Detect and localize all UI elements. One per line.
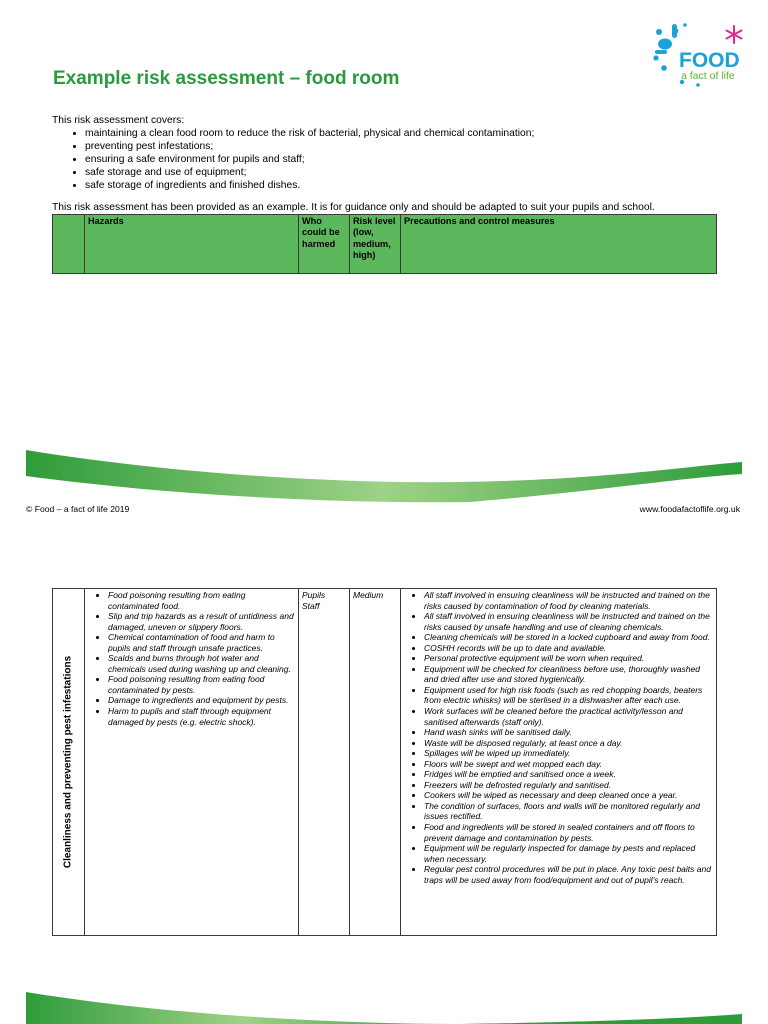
precaution-item: • Equipment used for high risk foods (such as red chopping boards, beaters from electric whisks) will be sterlised in a dishwasher after each use. [424,685,713,706]
coverage-list [52,127,742,192]
precaution-item: • Regular pest control procedures will be put in place. Any toxic pest baits and traps will be used away from food/equipment and out of pupil’s reach. [424,864,713,885]
precaution-item: • Equipment will be regularly inspected for damage by pests and replaced when necessary. [424,843,713,864]
precaution-item: • Hand wash sinks will be sanitised daily. [424,727,713,738]
intro-section [52,114,742,192]
logo-word: FOOD [679,49,740,72]
precaution-item: • The condition of surfaces, floors and walls will be monitored regularly and issues rectified. [424,801,713,822]
precaution-item: • All staff involved in ensuring cleanliness will be instructed and trained on the risks caused by contamination of food by cleaning materials. [424,590,713,611]
coverage-item: • preventing pest infestations; [85,140,742,153]
precaution-item: • Food and ingredients will be stored in sealed containers and off floors to prevent damage and contamination by pests. [424,822,713,843]
intro-lead: This risk assessment covers: [52,115,185,126]
hazard-item: • Food poisoning resulting from eating food contaminated by pests. [108,674,295,695]
coverage-item: • safe storage and use of equipment; [85,166,742,179]
footer-copyright: © Food – a fact of life 2019 [26,504,130,514]
risk-level-cell: Medium [350,589,401,936]
hazard-item: • Damage to ingredients and equipment by pests. [108,695,295,706]
hazard-item: • Food poisoning resulting from eating contaminated food. [108,590,295,611]
precautions-cell [401,589,717,936]
precaution-item: • Work surfaces will be cleaned before the practical activity/lesson and sanitised afterwards (staff only). [424,706,713,727]
precaution-item: • Floors will be swept and wet mopped each day. [424,759,713,770]
precaution-item: • Cookers will be wiped as necessary and deep cleaned once a year. [424,790,713,801]
section-label: Cleanliness and preventing pest infestations [62,655,74,869]
precaution-item: • Waste will be disposed regularly, at least once a day. [424,738,713,749]
risk-table-header [52,214,717,274]
coverage-item: • ensuring a safe environment for pupils and staff; [85,153,742,166]
risk-table-body [52,588,717,936]
precaution-item: • Cleaning chemicals will be stored in a locked cupboard and away from food. [424,632,713,643]
header-precautions: Precautions and control measures [401,215,717,274]
header-who-harmed: Who could be harmed [299,215,350,274]
food-a-fact-of-life-logo [652,22,748,92]
hazards-cell [85,589,299,936]
header-section-cell [53,215,85,274]
precaution-item: • Personal protective equipment will be worn when required. [424,653,713,664]
who-harmed-cell [299,589,350,936]
footer-website-link[interactable]: www.foodafactoflife.org.uk [639,504,740,514]
coverage-item: • safe storage of ingredients and finished dishes. [85,179,742,192]
precaution-item: • Fridges will be emptied and sanitised once a week. [424,769,713,780]
precaution-item: • COSHH records will be up to date and available. [424,643,713,654]
header-risk-level: Risk level (low, medium, high) [350,215,401,274]
green-wave-divider-bottom [0,988,768,1024]
logo-asterisk-icon [727,26,742,43]
hazard-item: • Chemical contamination of food and harm to pupils and staff through unsafe practices. [108,632,295,653]
green-wave-divider [0,444,768,504]
coverage-item: • maintaining a clean food room to reduce the risk of bacterial, physical and chemical contamination; [85,127,742,140]
header-hazards: Hazards [85,215,299,274]
precaution-list [404,590,713,885]
guidance-disclaimer: This risk assessment has been provided as an example. It is for guidance only and should be adapted to suit your pupils and school. [52,202,655,213]
who-harmed-item: Staff [302,600,320,611]
hazard-item: • Scalds and burns through hot water and chemicals used during washing up and cleaning. [108,653,295,674]
precaution-item: • All staff involved in ensuring cleanliness will be instructed and trained on the risks caused by unsafe handling and use of cleaning chemicals. [424,611,713,632]
table-row [53,589,717,936]
section-label-cell [53,589,85,936]
who-harmed-item: Pupils [302,590,326,600]
hazard-item: • Slip and trip hazards as a result of untidiness and damaged, uneven or slippery floors. [108,611,295,632]
precaution-item: • Freezers will be defrosted regularly and sanitised. [424,780,713,791]
header-row [53,215,717,274]
page-title: Example risk assessment – food room [53,68,400,89]
precaution-item: • Spillages will be wiped up immediately. [424,748,713,759]
hazard-list [88,590,295,727]
precaution-item: • Equipment will be checked for cleanliness before use, thoroughly washed and dried after use and stored hygienically. [424,664,713,685]
hazard-item: • Harm to pupils and staff through equipment damaged by pests (e.g. electric shock). [108,706,295,727]
logo-tagline: a fact of life [681,70,735,82]
